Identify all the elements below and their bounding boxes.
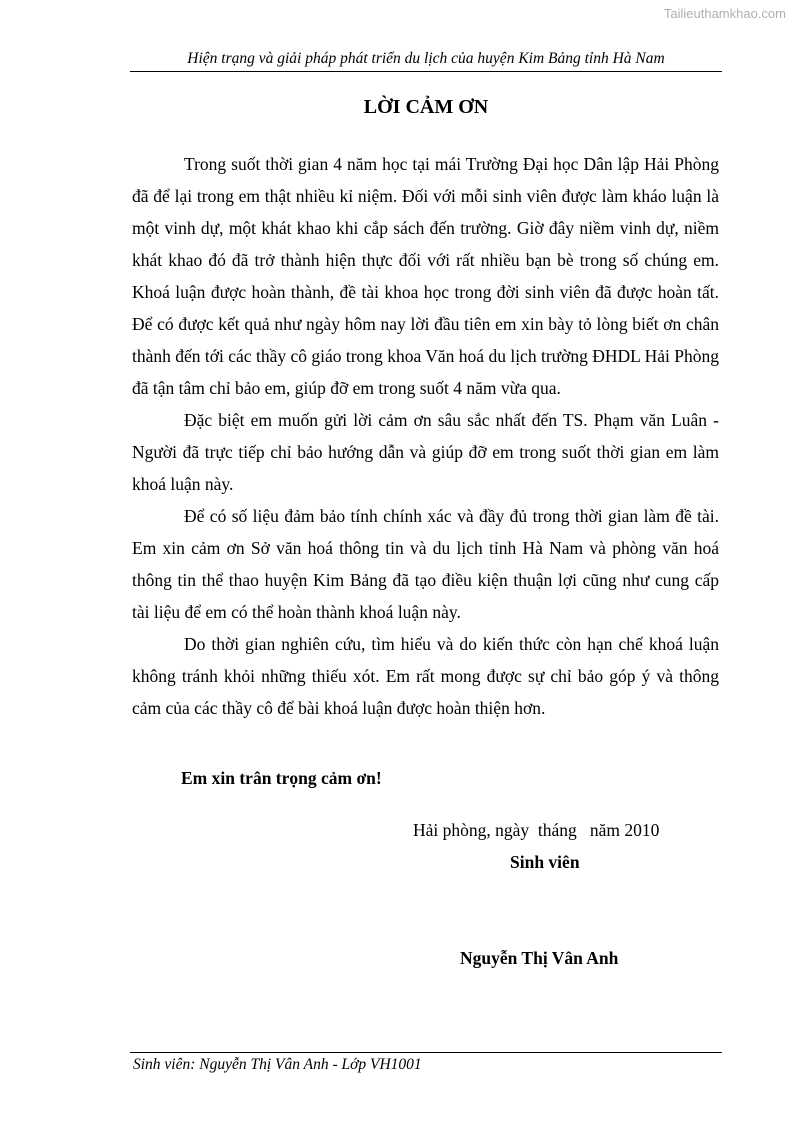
closing-line: Em xin trân trọng cảm ơn!: [181, 768, 382, 788]
body-paragraph-3: Để có số liệu đảm bảo tính chính xác và đầy đủ trong thời gian làm đề tài. Em xin cảm ơn Sở văn hoá thông tin và du lịch tỉnh Hà Nam và phòng văn hoá thông tin thể thao huyện Kim Bảng đã tạo điều kiện thuận lợi cũng như cung cấp tài liệu để em có thể hoàn thành khoá luận này.: [132, 506, 719, 622]
body-paragraph-1: Trong suốt thời gian 4 năm học tại mái Trường Đại học Dân lập Hải Phòng đã để lại trong em thật nhiều kỉ niệm. Đối với mỗi sinh viên được làm kháo luận là một vinh dự, một khát khao khi cắp sách đến trường. Giờ đây niềm vinh dự, niềm khát khao đó đã trở thành hiện thực đối với rất nhiều bạn bè trong số chúng em. Khoá luận được hoàn thành, đề tài khoa học trong đời sinh viên đã được hoàn tất. Để có được kết quả như ngày hôm nay lời đầu tiên em xin bày tỏ lòng biết ơn chân thành đến tới các thầy cô giáo trong khoa Văn hoá du lịch trường ĐHDL Hải Phòng đã tận tâm chỉ bảo em, giúp đỡ em trong suốt 4 năm vừa qua.: [132, 154, 719, 398]
footer-divider: [130, 1052, 722, 1053]
signature-role: Sinh viên: [510, 852, 580, 872]
body-paragraph-4: Do thời gian nghiên cứu, tìm hiểu và do kiến thức còn hạn chế khoá luận không tránh khỏi những thiếu xót. Em rất mong được sự chỉ bảo góp ý và thông cảm của các thầy cô để bài khoá luận được hoàn thiện hơn.: [132, 634, 719, 718]
page-footer: Sinh viên: Nguyễn Thị Vân Anh - Lớp VH1001: [133, 1056, 422, 1073]
date-line: Hải phòng, ngày tháng năm 2010: [413, 820, 660, 840]
page-title: LỜI CẢM ƠN: [363, 96, 489, 118]
document-body: [132, 148, 719, 724]
running-header: Hiện trạng và giải pháp phát triển du lịch của huyện Kim Bảng tỉnh Hà Nam: [130, 48, 722, 72]
watermark-text: Tailieuthamkhao.com: [663, 6, 786, 21]
body-paragraph-2: Đặc biệt em muốn gửi lời cảm ơn sâu sắc nhất đến TS. Phạm văn Luân - Người đã trực tiếp chỉ bảo hướng dẫn và giúp đỡ em trong suốt thời gian em làm khoá luận này.: [132, 410, 719, 494]
signature-name: Nguyễn Thị Vân Anh: [460, 948, 619, 968]
